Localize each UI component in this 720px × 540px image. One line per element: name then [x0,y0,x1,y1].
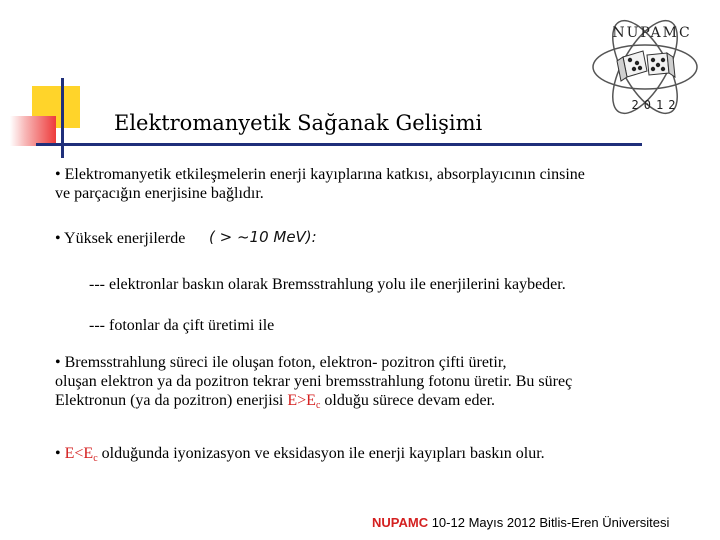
bullet-2-sub-1: --- elektronlar baskın olarak Bremsstrahlung yolu ile enerjilerini kaybeder. [89,276,566,293]
logo-name: NUPAMC [612,25,692,41]
bullet-3-line-2: oluşan elektron ya da pozitron tekrar yeni bremsstrahlung fotonu üretir. Bu süreç [55,373,573,390]
decor-red-block [10,116,56,146]
bullet-2-sub-2: --- fotonlar da çift üretimi ile [89,317,275,334]
bullet-3-line-3 [55,391,572,415]
bullet-3 [55,353,572,415]
footer-text: 10-12 Mayıs 2012 Bitlis-Eren Üniversitesi [428,515,670,530]
bullet-3-line-3-prefix: Elektronun (ya da pozitron) enerjisi [55,392,288,409]
footer-brand: NUPAMC [372,515,429,530]
footer [372,515,669,530]
bullet-3-line-3-suffix: olduğu sürece devam eder. [320,392,496,409]
bullet-4: • $E<E_c$ olduğunda iyonizasyon ve eksidasyon ile enerji kayıpları baskın olur. [55,445,545,464]
bullet-1-line-2: ve parçacığın enerjisine bağlıdır. [55,185,264,202]
bullet-4-suffix: olduğunda iyonizasyon ve eksidasyon ile enerji kayıpları baskın olur. [97,445,545,462]
bullet-3-line-1: • Bremsstrahlung süreci ile oluşan foton, elektron- pozitron çifti üretir, [55,354,507,371]
energy-condition-greater: $E>E_c$ [287,392,321,411]
logo-year: 2012 [631,98,681,112]
title-underline [36,143,642,146]
energy-condition-less: $E<E_c$ [64,445,98,464]
slide-title: Elektromanyetik Sağanak Gelişimi [114,111,483,135]
bullet-2: • Yüksek enerjilerde [55,230,186,247]
bullet-1-line-1: • Elektromanyetik etkileşmelerin enerji kayıplarına katkısı, absorplayıcının cinsine [55,166,585,183]
energy-formula: ( > ~10 MeV): [209,228,317,246]
bullet-1 [55,165,585,203]
decor-vertical-line [61,78,64,158]
